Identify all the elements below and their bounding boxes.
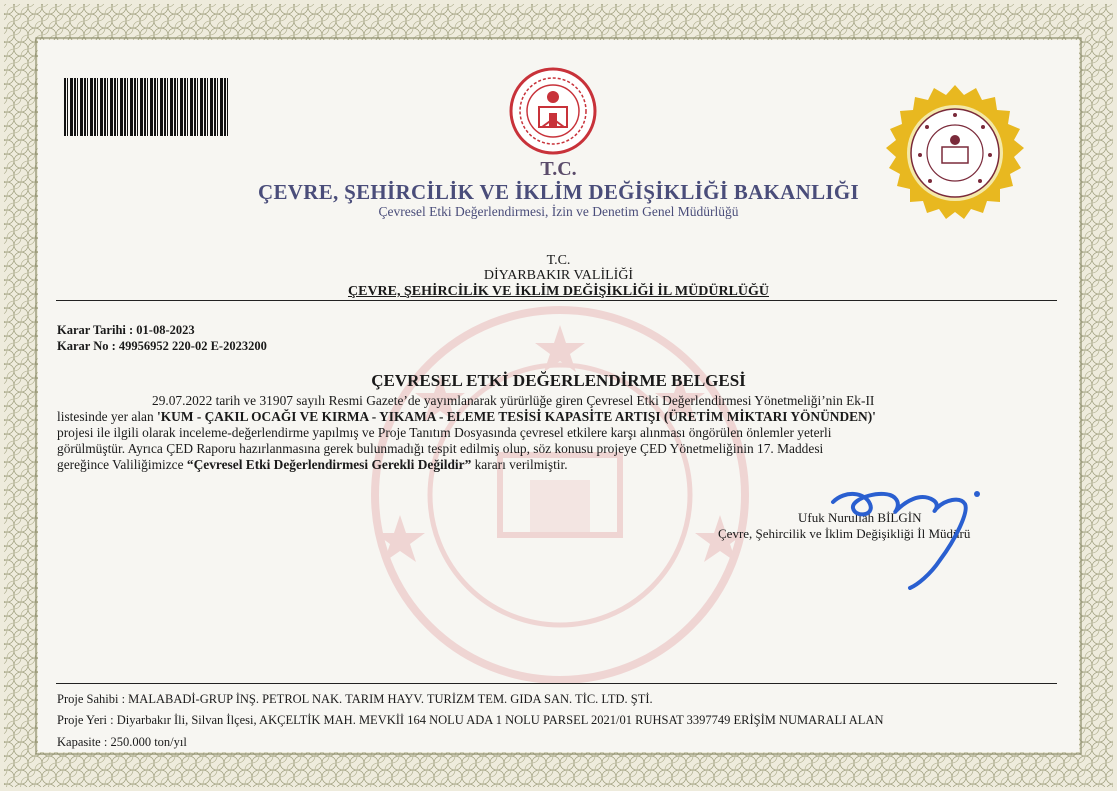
signatory-title: Çevre, Şehircilik ve İklim Değişikliği İl Müdürü (718, 526, 971, 541)
provincial-directorate: ÇEVRE, ŞEHİRCİLİK VE İKLİM DEĞİŞİKLİĞİ İL MÜDÜRLÜĞÜ (348, 284, 769, 299)
decision-result: “Çevresel Etki Değerlendirmesi Gerekli Değildir” (186, 457, 472, 472)
header-divider (56, 300, 1057, 301)
document-title: ÇEVRESEL ETKİ DEĞERLENDİRME BELGESİ (371, 371, 746, 390)
general-directorate: Çevresel Etki Değerlendirmesi, İzin ve Denetim Genel Müdürlüğü (378, 204, 739, 219)
body-line-5 (57, 457, 1015, 473)
document-body (57, 393, 1015, 473)
project-name: 'KUM - ÇAKIL OCAĞI VE KIRMA - YIKAMA - ELEME TESİSİ KAPASİTE ARTIŞI (ÜRETİM MİKTARI YÖNÜNDEN)' (157, 409, 876, 424)
project-location: Proje Yeri : Diyarbakır İli, Silvan İlçesi, AKÇELTİK MAH. MEVKİİ 164 NOLU ADA 1 NOLU PARSEL 2021/01 RUHSAT 3397749 ERİŞİM NUMARALI ALAN (57, 713, 884, 727)
governorship: DİYARBAKIR VALİLİĞİ (483, 268, 634, 283)
ministry-emblem-logo (509, 67, 597, 155)
body-line-3: projesi ile ilgili olarak inceleme-değerlendirme yapılmış ve Proje Tanıtım Dosyasında çevresel etkilere karşı alınması öngörülen önlemler yeterli (57, 425, 832, 440)
body-line-5-end: kararı verilmiştir. (471, 457, 568, 472)
decision-date: Karar Tarihi : 01-08-2023 (57, 323, 195, 337)
body-line-4: görülmüştür. Ayrıca ÇED Raporu hazırlanmasına gerek bulunmadığı tespit edilmiş olup, söz konusu projeye ÇED Yönetmeliğinin 17. Maddesi (57, 441, 824, 456)
ministry-name: ÇEVRE, ŞEHİRCİLİK VE İKLİM DEĞİŞİKLİĞİ BAKANLIĞI (258, 180, 859, 204)
project-owner: Proje Sahibi : MALABADİ-GRUP İNŞ. PETROL NAK. TARIM HAYV. TURİZM TEM. GIDA SAN. TİC. LTD. ŞTİ. (57, 692, 653, 706)
sub-header-tc: T.C. (546, 253, 571, 268)
body-line-2-text: listesinde yer alan (57, 409, 158, 424)
signatory-name: Ufuk Nurullah BİLGİN (798, 510, 922, 525)
barcode (64, 78, 230, 136)
ministry-watermark (360, 305, 760, 685)
body-line-5-text: gereğince Valiliğimizce (57, 457, 187, 472)
project-capacity: Kapasite : 250.000 ton/yıl (57, 735, 187, 749)
footer-divider (56, 683, 1057, 684)
handwritten-signature (825, 480, 985, 590)
body-line-1: 29.07.2022 tarih ve 31907 sayılı Resmi Gazete’de yayımlanarak yürürlüğe giren Çevresel Etki Değerlendirmesi Yönetmeliği’nin Ek-II (152, 393, 875, 408)
body-line-2 (57, 409, 1015, 425)
header-tc: T.C. (540, 158, 577, 180)
decision-number: Karar No : 49956952 220-02 E-2023200 (57, 339, 267, 353)
